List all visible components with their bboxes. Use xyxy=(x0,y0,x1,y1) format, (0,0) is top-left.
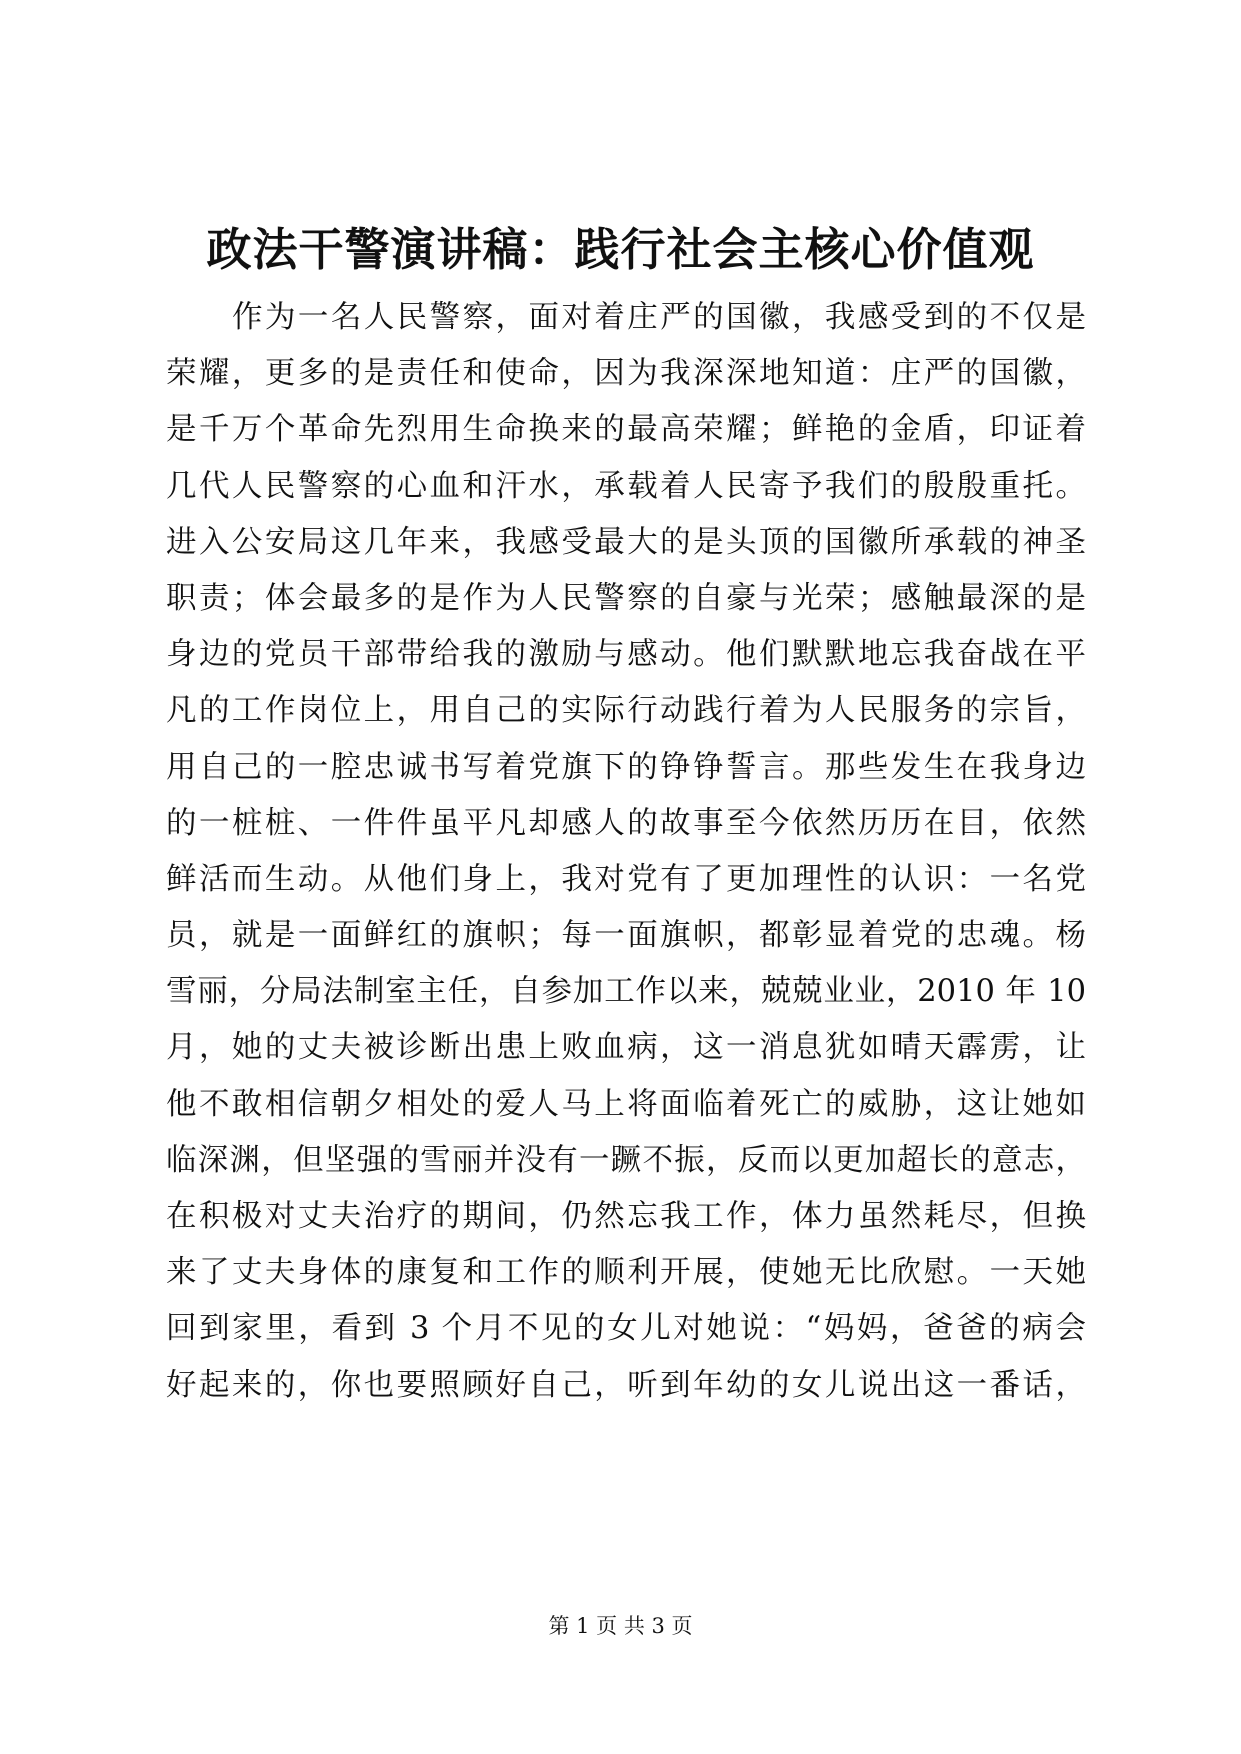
body-line: 好起来的，你也要照顾好自己，听到年幼的女儿说出这一番话， xyxy=(166,1367,1086,1403)
document-title: 政法干警演讲稿：践行社会主核心价值观 xyxy=(206,223,1035,276)
body-line: 凡的工作岗位上，用自己的实际行动践行着为人民服务的宗旨， xyxy=(166,693,1086,729)
body-line: 进入公安局这几年来，我感受最大的是头顶的国徽所承载的神圣 xyxy=(166,524,1086,560)
body-line: 作为一名人民警察，面对着庄严的国徽，我感受到的不仅是 xyxy=(232,300,1086,335)
body-line: 雪丽，分局法制室主任，自参加工作以来，兢兢业业，2010 年 10 xyxy=(166,974,1086,1010)
body-line: 来了丈夫身体的康复和工作的顺利开展，使她无比欣慰。一天她 xyxy=(166,1255,1086,1291)
page-number-footer: 第 1 页 共 3 页 xyxy=(548,1614,693,1638)
body-line: 员，就是一面鲜红的旗帜；每一面旗帜，都彰显着党的忠魂。杨 xyxy=(166,918,1086,954)
body-line: 用自己的一腔忠诚书写着党旗下的铮铮誓言。那些发生在我身边 xyxy=(166,749,1086,785)
document-body xyxy=(166,290,1086,1414)
body-line: 鲜活而生动。从他们身上，我对党有了更加理性的认识：一名党 xyxy=(166,861,1086,897)
body-line: 是千万个革命先烈用生命换来的最高荣耀；鲜艳的金盾，印证着 xyxy=(166,412,1086,448)
body-line: 月，她的丈夫被诊断出患上败血病，这一消息犹如晴天霹雳，让 xyxy=(166,1030,1086,1066)
body-line: 荣耀，更多的是责任和使命，因为我深深地知道：庄严的国徽， xyxy=(166,356,1086,392)
body-line: 他不敢相信朝夕相处的爱人马上将面临着死亡的威胁，这让她如 xyxy=(166,1086,1086,1122)
body-line: 职责；体会最多的是作为人民警察的自豪与光荣；感触最深的是 xyxy=(166,580,1086,616)
body-line: 临深渊，但坚强的雪丽并没有一蹶不振，反而以更加超长的意志， xyxy=(166,1142,1086,1178)
body-line: 的一桩桩、一件件虽平凡却感人的故事至今依然历历在目，依然 xyxy=(166,805,1086,841)
body-line: 回到家里，看到 3 个月不见的女儿对她说：“妈妈，爸爸的病会 xyxy=(166,1311,1086,1347)
body-line: 几代人民警察的心血和汗水，承载着人民寄予我们的殷殷重托。 xyxy=(166,468,1086,504)
body-line: 身边的党员干部带给我的激励与感动。他们默默地忘我奋战在平 xyxy=(166,637,1086,673)
body-line: 在积极对丈夫治疗的期间，仍然忘我工作，体力虽然耗尽，但换 xyxy=(166,1199,1086,1234)
